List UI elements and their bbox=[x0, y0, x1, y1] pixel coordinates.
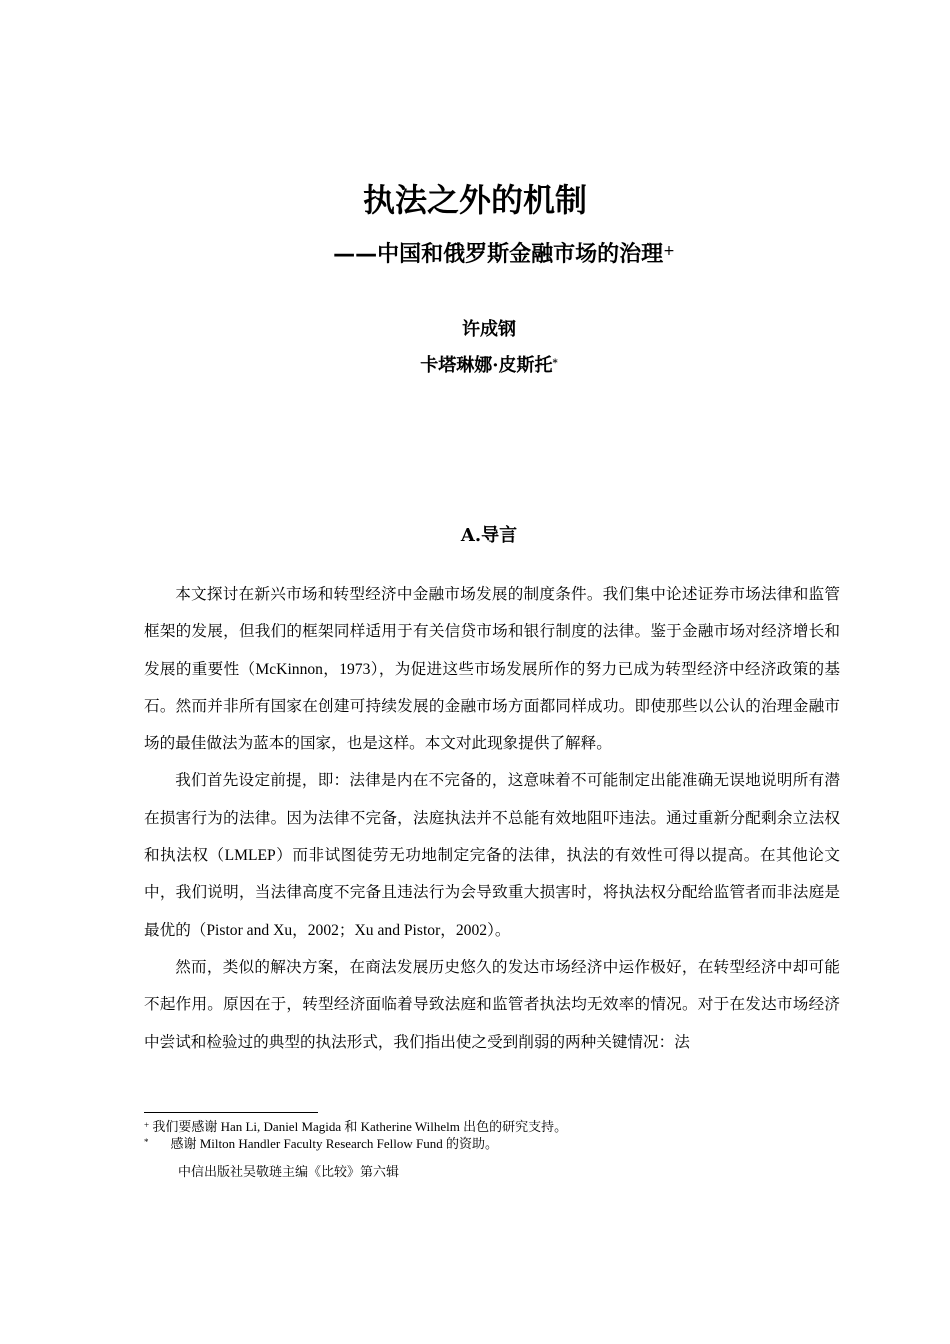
footnote-2-text: 感谢 Milton Handler Faculty Research Fellow Fund 的资助。 bbox=[170, 1136, 498, 1151]
author-2 bbox=[0, 352, 950, 380]
subtitle-footnote-mark: + bbox=[663, 243, 675, 259]
paper-title: 执法之外的机制 bbox=[362, 181, 587, 219]
section-heading: A.导言 bbox=[460, 525, 518, 546]
author-1: 许成钢 bbox=[462, 319, 516, 340]
publication-source: 中信出版社吴敬琏主编《比较》第六辑 bbox=[178, 1164, 400, 1179]
author-2-name: 卡塔琳娜·皮斯托 bbox=[420, 355, 553, 376]
footnote-1-mark: + bbox=[144, 1120, 150, 1130]
author-2-footnote-mark: * bbox=[552, 358, 558, 369]
footnote-divider bbox=[144, 1112, 318, 1113]
footnotes bbox=[144, 1118, 844, 1152]
paragraph-3: 然而，类似的解决方案，在商法发展历史悠久的发达市场经济中运作极好，在转型经济中却可能不起作用。原因在于，转型经济面临着导致法庭和监管者执法均无效率的情况。对于在发达市场经济中尝试和检验过的典型的执法形式，我们指出使之受到削弱的两种关键情况：法 bbox=[144, 958, 840, 1051]
paper-subtitle bbox=[0, 238, 950, 272]
paragraph-1: 本文探讨在新兴市场和转型经济中金融市场发展的制度条件。我们集中论述证券市场法律和监管框架的发展，但我们的框架同样适用于有关信贷市场和银行制度的法律。鉴于金融市场对经济增长和发展的重要性（McKinnon，1973），为促进这些市场发展所作的努力已成为转型经济中经济政策的基石。然而并非所有国家在创建可持续发展的金融市场方面都同样成功。即使那些以公认的治理金融市场的最佳做法为蓝本的国家，也是这样。本文对此现象提供了解释。 bbox=[144, 586, 840, 753]
subtitle-text: ——中国和俄罗斯金融市场的治理 bbox=[333, 242, 664, 267]
footnote-2-mark: * bbox=[144, 1137, 149, 1147]
footnote-1-text: 我们要感谢 Han Li, Daniel Magida 和 Katherine Wilhelm 出色的研究支持。 bbox=[152, 1119, 568, 1134]
paragraph-2: 我们首先设定前提，即：法律是内在不完备的，这意味着不可能制定出能准确无误地说明所有潜在损害行为的法律。因为法律不完备，法庭执法并不总能有效地阻吓违法。通过重新分配剩余立法权和执法权（LMLEP）而非试图徒劳无功地制定完备的法律，执法的有效性可得以提高。在其他论文中，我们说明，当法律高度不完备且违法行为会导致重大损害时，将执法权分配给监管者而非法庭是最优的（Pistor and Xu，2002；Xu and Pistor，2002）。 bbox=[144, 772, 840, 939]
body-text bbox=[144, 576, 840, 1061]
footnote-2 bbox=[144, 1135, 844, 1152]
footnote-1 bbox=[144, 1118, 844, 1135]
